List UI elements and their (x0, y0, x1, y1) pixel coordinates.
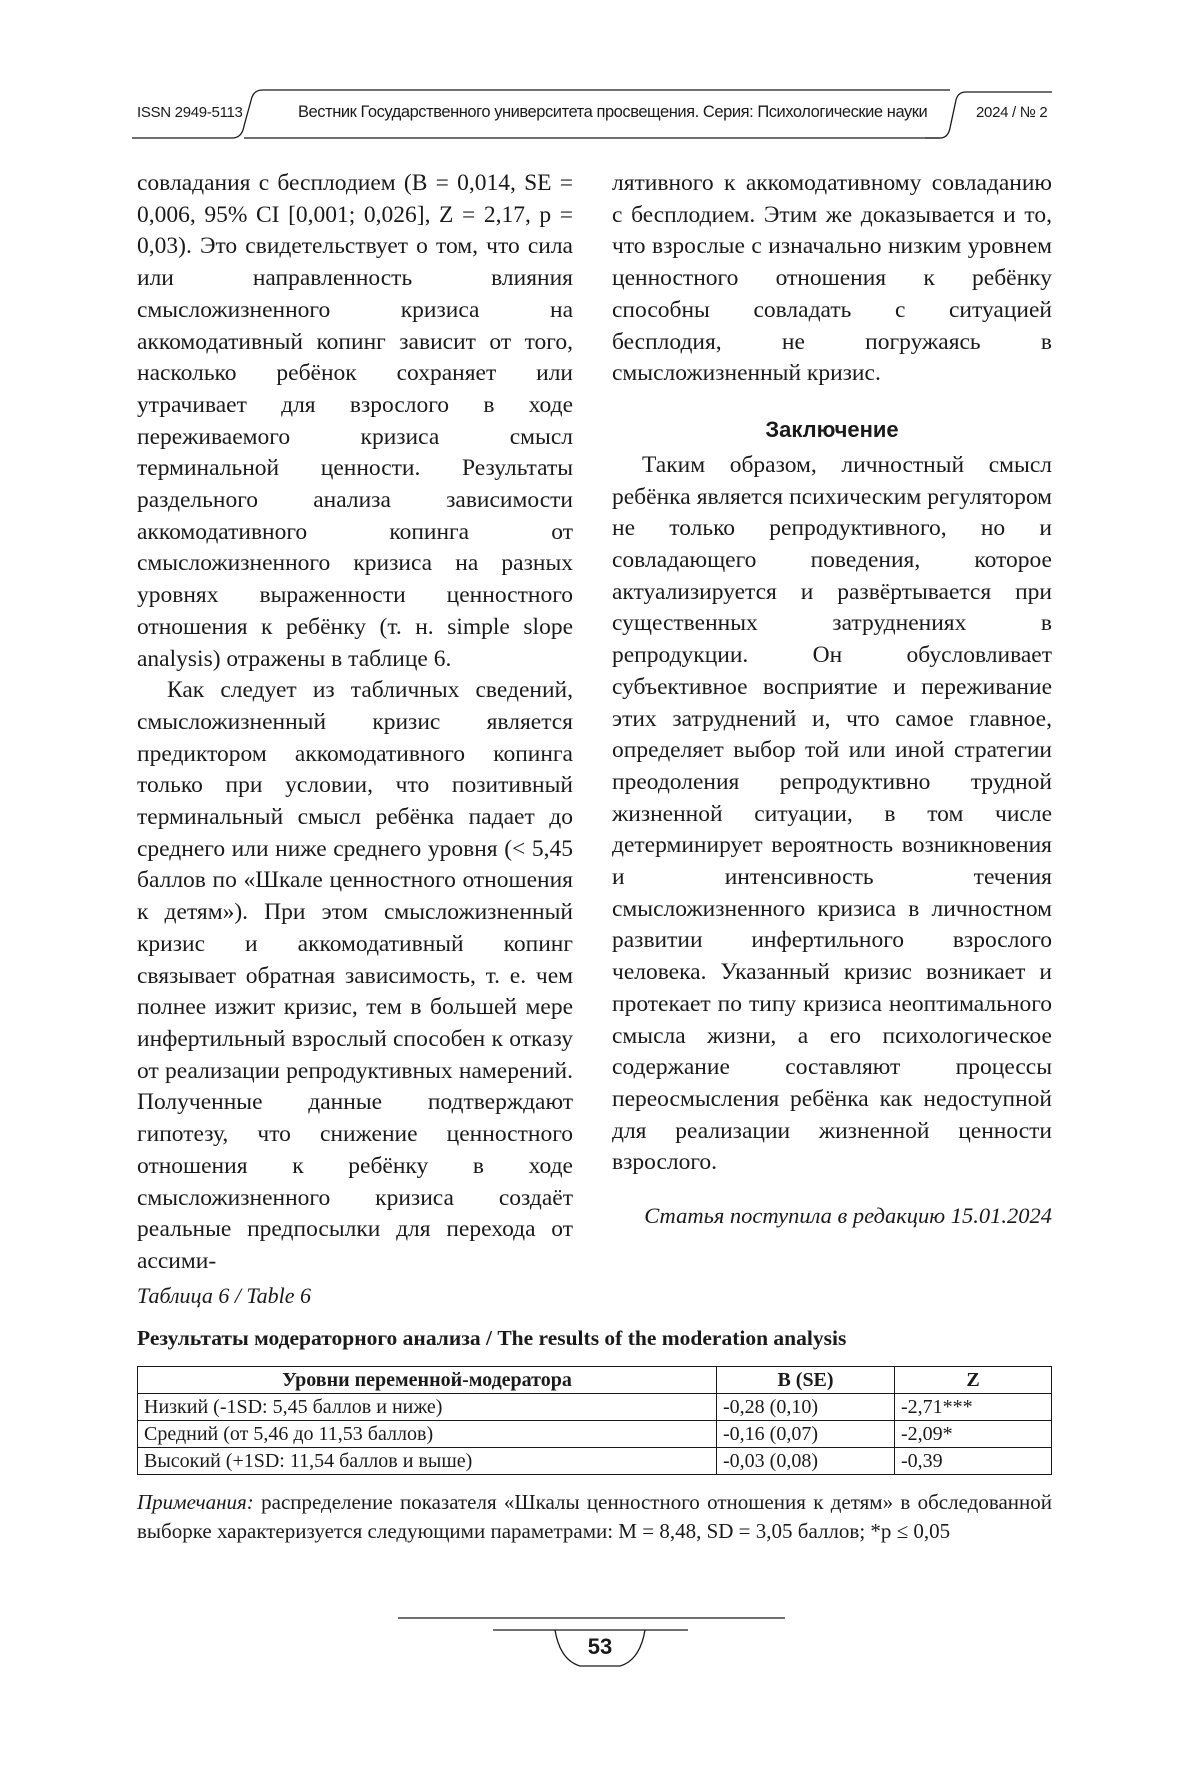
table-cell: -0,28 (0,10) (717, 1394, 895, 1421)
table-cell: -0,39 (895, 1448, 1052, 1475)
table-cell: -2,71*** (895, 1394, 1052, 1421)
left-paragraph-1: совладания с бесплодием (B = 0,014, SE = 0,006, 95% CI [0,001; 0,026], Z = 2,17, p = 0,03). Это свидетельствует о том, что сила или направленность влияния смысложизненного кризиса на аккомодативный копинг зависит от того, насколько ребёнок сохраняет или утрачивает для взрослого в ходе переживаемого кризиса смысл терминальной ценности. Результаты раздельного анализа зависимости аккомодативного копинга от смысложизненного кризиса на разных уровнях выраженности ценностного отношения к ребёнку (т. н. simple slope analysis) отражены в таблице 6. (137, 170, 573, 672)
table-header-row (138, 1367, 1052, 1394)
header-issue: 2024 / № 2 (976, 104, 1048, 121)
table-note (137, 1488, 1052, 1546)
results-table (137, 1366, 1052, 1475)
left-paragraph-2: Как следует из табличных сведений, смысложизненный кризис является предиктором аккомодативного копинга только при условии, что позитивный терминальный смысл ребёнка падает до среднего или ниже среднего уровня (< 5,45 баллов по «Шкале ценностного отношения к детям»). При этом смысложизненный кризис и аккомодативный копинг связывает обратная зависимость, т. е. чем полнее изжит кризис, тем в большей мере инфертильный взрослый способен к отказу от реализации репродуктивных намерений. Полученные данные подтверждают гипотезу, что снижение ценностного отношения к ребёнку в ходе смысложизненного кризиса создаёт реальные предпосылки для перехода от ассими- (137, 677, 573, 1274)
table-cell: -0,03 (0,08) (717, 1448, 895, 1475)
table-note-text: распределение показателя «Шкалы ценностного отношения к детям» в обследованной выборке характеризуется следующими параметрами: M = 8,48, SD = 3,05 баллов; *p ≤ 0,05 (137, 1490, 1052, 1543)
table-cell: Высокий (+1SD: 11,54 баллов и выше) (138, 1448, 717, 1475)
table-cell: Средний (от 5,46 до 11,53 баллов) (138, 1421, 717, 1448)
table-header-cell: Уровни переменной-модератора (138, 1367, 717, 1394)
table-header-cell: B (SE) (717, 1367, 895, 1394)
table-caption: Таблица 6 / Table 6 (137, 1283, 312, 1308)
header-issn: ISSN 2949-5113 (137, 104, 243, 121)
section-heading-conclusion: Заключение (765, 416, 899, 442)
table-cell: -0,16 (0,07) (717, 1421, 895, 1448)
table-note-label: Примечания: (137, 1490, 254, 1514)
table-row (138, 1394, 1052, 1421)
table-header-cell: Z (895, 1367, 1052, 1394)
table-cell: -2,09* (895, 1421, 1052, 1448)
right-paragraph-1: лятивного к аккомодативному совладанию с бесплодием. Этим же доказывается и то, что взрослые с изначально низким уровнем ценностного отношения к ребёнку способны совладать с ситуацией бесплодия, не погружаясь в смысложизненный кризис. (612, 170, 1052, 387)
received-date: Статья поступила в редакцию 15.01.2024 (644, 1203, 1052, 1229)
left-column (137, 168, 573, 1278)
header-rule (0, 0, 1200, 160)
table-title: Результаты модераторного анализа / The results of the moderation analysis (137, 1326, 847, 1350)
table-row (138, 1421, 1052, 1448)
right-paragraph-2: Таким образом, личностный смысл ребёнка является психическим регулятором не только репродуктивного, но и совладающего поведения, которое актуализируется и развёртывается при существенных затруднениях в репродукции. Он обусловливает субъективное восприятие и переживание этих затруднений и, что самое главное, определяет выбор той или иной стратегии преодоления репродуктивно трудной жизненной ситуации, в том числе детерминирует вероятность возникновения и интенсивность течения смысложизненного кризиса в личностном развитии инфертильного взрослого человека. Указанный кризис возникает и протекает по типу кризиса неоптимального смысла жизни, а его психологическое содержание составляют процессы переосмысления ребёнка как недоступной для реализации жизненной ценности взрослого. (612, 451, 1052, 1176)
page-number: 53 (587, 1634, 613, 1659)
header-journal-title: Вестник Государственного университета просвещения. Серия: Психологические науки (298, 103, 928, 121)
right-column (612, 168, 1052, 1232)
table-cell: Низкий (-1SD: 5,45 баллов и ниже) (138, 1394, 717, 1421)
table-row (138, 1448, 1052, 1475)
